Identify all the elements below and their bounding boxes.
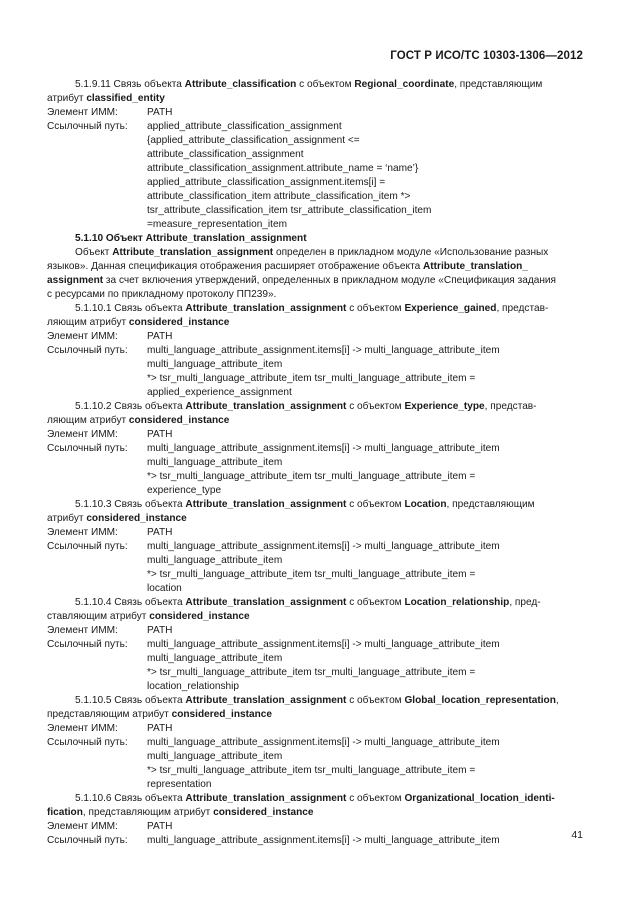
paragraph-line: с ресурсами по прикладному протоколу ПП239». — [47, 289, 277, 300]
subsection-heading: 5.1.10.5 Связь объекта Attribute_translation_assignment с объектом Global_location_representation, — [75, 695, 559, 706]
subsection-heading-cont: ляющим атрибут considered_instance — [47, 317, 230, 328]
paragraph-line: языков». Данная спецификация отображения расширяет отображение объекта Attribute_translation_ — [47, 261, 528, 272]
ref-path-row: Ссылочный путь: applied_attribute_classification_assignment {applied_attribute_classification_assignment <= attribute_classification_assignment attribute_classification_assignment.attribute_name = ‘name’} applied_attribute_classification_assignment.items[i] = attribute_classification_item attribute_classification_item *> tsr_attribute_classification_item tsr_attribute_classification_item =measure_representation_item — [47, 120, 585, 232]
element-row: Элемент ИММ: PATH — [47, 429, 173, 440]
subsection-heading-cont: ставляющим атрибут considered_instance — [47, 611, 250, 622]
subsection-5-1-10-1 — [47, 302, 585, 400]
paragraph-line: Объект Attribute_translation_assignment определен в прикладном модуле «Использование разных — [75, 247, 549, 258]
ref-path-row: Ссылочный путь: multi_language_attribute_assignment.items[i] -> multi_language_attribute_item — [47, 835, 500, 846]
section-title: 5.1.10 Объект Attribute_translation_assignment — [75, 233, 307, 244]
ref-path-row: Ссылочный путь: multi_language_attribute_assignment.items[i] -> multi_language_attribute_item multi_language_attribute_item *> tsr_multi_language_attribute_item tsr_multi_language_attribute_item = applied_experience_assignment — [47, 345, 500, 398]
subsection-5-1-10-6 — [47, 792, 585, 848]
subsection-heading-cont: fication, представляющим атрибут considered_instance — [47, 807, 314, 818]
subsection-5-1-10-4 — [47, 596, 585, 694]
section-heading-cont: атрибут classified_entity — [47, 93, 165, 104]
ref-path-row: Ссылочный путь: multi_language_attribute_assignment.items[i] -> multi_language_attribute_item multi_language_attribute_item *> tsr_multi_language_attribute_item tsr_multi_language_attribute_item = location — [47, 541, 500, 594]
subsection-heading-cont: атрибут considered_instance — [47, 513, 187, 524]
element-row: Элемент ИММ: PATH — [47, 625, 173, 636]
ref-path-row: Ссылочный путь: multi_language_attribute_assignment.items[i] -> multi_language_attribute_item multi_language_attribute_item *> tsr_multi_language_attribute_item tsr_multi_language_attribute_item = experience_type — [47, 443, 500, 496]
subsection-heading-cont: ляющим атрибут considered_instance — [47, 415, 230, 426]
ref-path-row: Ссылочный путь: multi_language_attribute_assignment.items[i] -> multi_language_attribute_item multi_language_attribute_item *> tsr_multi_language_attribute_item tsr_multi_language_attribute_item = location_relationship — [47, 639, 500, 692]
ref-path-row: Ссылочный путь: multi_language_attribute_assignment.items[i] -> multi_language_attribute_item multi_language_attribute_item *> tsr_multi_language_attribute_item tsr_multi_language_attribute_item = representation — [47, 737, 500, 790]
subsection-heading: 5.1.10.6 Связь объекта Attribute_translation_assignment с объектом Organizational_location_identi- — [75, 793, 555, 804]
subsection-5-1-10-2 — [47, 400, 585, 498]
subsection-heading-cont: представляющим атрибут considered_instance — [47, 709, 272, 720]
page-content — [47, 78, 585, 848]
element-row: Элемент ИММ: PATH — [47, 331, 173, 342]
element-row: Элемент ИММ: PATH — [47, 723, 173, 734]
section-heading: 5.1.9.11 Связь объекта Attribute_classification с объектом Regional_coordinate, представляющим — [75, 79, 543, 90]
subsection-5-1-10-3 — [47, 498, 585, 596]
element-row: Элемент ИММ: PATH — [47, 527, 173, 538]
paragraph-line: assignment за счет включения утверждений, определенных в прикладном модуле «Спецификация задания — [47, 275, 557, 286]
subsection-heading: 5.1.10.3 Связь объекта Attribute_translation_assignment с объектом Location, представляющим — [75, 499, 535, 510]
section-5-1-9-11 — [47, 78, 585, 232]
subsection-heading: 5.1.10.2 Связь объекта Attribute_translation_assignment с объектом Experience_type, представ- — [75, 401, 537, 412]
section-5-1-10 — [47, 232, 585, 302]
subsection-heading: 5.1.10.4 Связь объекта Attribute_translation_assignment с объектом Location_relationship, пред- — [75, 597, 541, 608]
page-header: ГОСТ Р ИСО/ТС 10303-1306—2012 — [390, 50, 583, 62]
element-row: Элемент ИММ: PATH — [47, 107, 173, 118]
page-number: 41 — [571, 829, 583, 841]
ref-path-lines: applied_attribute_classification_assignment {applied_attribute_classification_assignment <= attribute_classification_assignment attribute_classification_assignment.attribute_name = ‘name’} applied_attribute_classification_assignment.items[i] = attribute_classification_item attribute_classification_item *> tsr_attribute_classification_item tsr_attribute_classification_item =measure_representation_item — [147, 121, 432, 230]
subsection-5-1-10-5 — [47, 694, 585, 792]
element-row: Элемент ИММ: PATH — [47, 821, 173, 832]
subsection-heading: 5.1.10.1 Связь объекта Attribute_translation_assignment с объектом Experience_gained, представ- — [75, 303, 549, 314]
